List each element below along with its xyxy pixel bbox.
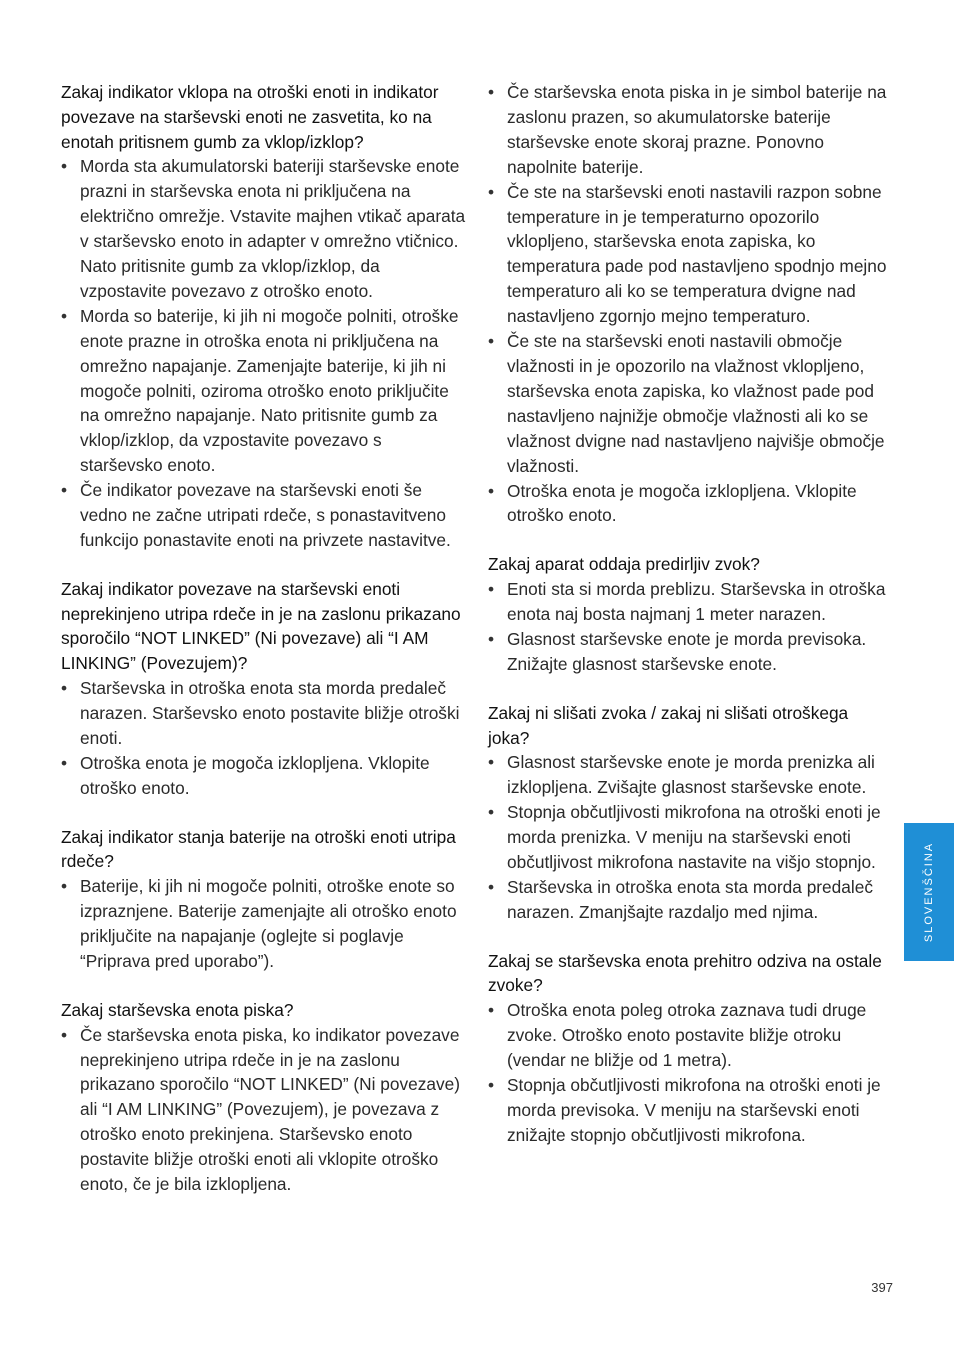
- answer-item: • Baterije, ki jih ni mogoče polniti, otroške enote so izpraznjene. Baterije zamenjajte ali otroško enoto priključite na napajanje (oglejte si poglavje “Priprava pred uporabo”).: [61, 874, 467, 974]
- answer-item: • Otroška enota je mogoča izklopljena. Vklopite otroško enoto.: [488, 479, 894, 529]
- answer-item: • Če ste na starševski enoti nastavili razpon sobne temperature in je temperaturno opozorilo vklopljeno, starševska enota zapiska, ko temperatura pade pod nastavljeno spodnjo mejno temperaturo ali ko se temperatura dvigne nad nastavljeno zgornjo mejno temperaturo.: [488, 180, 894, 329]
- answer-item: • Glasnost starševske enote je morda previsoka. Znižajte glasnost starševske enote.: [488, 627, 894, 677]
- answer-list: [488, 750, 894, 924]
- faq-section: [61, 80, 467, 553]
- language-tab-label: SLOVENŠČINA: [923, 841, 935, 943]
- faq-question: Zakaj indikator povezave na starševski enoti neprekinjeno utripa rdeče in je na zaslonu prikazano sporočilo “NOT LINKED” (Ni povezave) ali “I AM LINKING” (Povezujem)?: [61, 578, 461, 674]
- answer-item: • Starševska in otroška enota sta morda predaleč narazen. Starševsko enoto postavite bližje otroški enoti.: [61, 676, 467, 751]
- answer-list: [488, 80, 894, 528]
- answer-list: [61, 676, 467, 801]
- faq-section: [61, 998, 467, 1197]
- answer-item: • Stopnja občutljivosti mikrofona na otroški enoti je morda previsoka. V meniju na starševski enoti znižajte stopnjo občutljivosti mikrofona.: [488, 1073, 894, 1148]
- faq-question: Zakaj indikator vklopa na otroški enoti in indikator povezave na starševski enoti ne zasvetita, ko na enotah pritisnem gumb za vklop/izklop?: [61, 82, 439, 152]
- faq-section: [488, 80, 894, 528]
- answer-list: [488, 998, 894, 1147]
- faq-section: [488, 949, 894, 1148]
- answer-list: [488, 577, 894, 677]
- faq-section: [61, 577, 467, 801]
- faq-section: [488, 701, 894, 925]
- answer-item: • Stopnja občutljivosti mikrofona na otroški enoti je morda prenizka. V meniju na starševski enoti občutljivost mikrofona nastavite na višjo stopnjo.: [488, 800, 894, 875]
- faq-section: [61, 825, 467, 974]
- answer-list: [61, 1023, 467, 1197]
- answer-item: • Morda so baterije, ki jih ni mogoče polniti, otroške enote prazne in otroška enota ni priključena na omrežno napajanje. Zamenjajte baterije, ki jih ni mogoče polniti, oziroma otroško enoto priključite na omrežno napajanje. Nato pritisnite gumb za vklop/izklop, da vzpostavite povezavo s starševsko enoto.: [61, 304, 467, 478]
- right-column: [488, 80, 894, 1172]
- faq-question: Zakaj ni slišati zvoka / zakaj ni slišati otroškega joka?: [488, 702, 849, 748]
- answer-item: • Če starševska enota piska in je simbol baterije na zaslonu prazen, so akumulatorske baterije starševske enote skoraj prazne. Ponovno napolnite baterije.: [488, 80, 894, 180]
- language-tab: [904, 823, 954, 961]
- answer-item: • Če indikator povezave na starševski enoti še vedno ne začne utripati rdeče, s ponastavitveno funkcijo ponastavite enoti na privzete nastavitve.: [61, 478, 467, 553]
- faq-question: Zakaj aparat oddaja predirljiv zvok?: [488, 554, 760, 575]
- page-number: 397: [871, 1280, 893, 1295]
- answer-item: • Otroška enota je mogoča izklopljena. Vklopite otroško enoto.: [61, 751, 467, 801]
- answer-list: [61, 154, 467, 553]
- answer-list: [61, 874, 467, 974]
- answer-item: • Če ste na starševski enoti nastavili območje vlažnosti in je opozorilo na vlažnost vklopljeno, starševska enota zapiska, ko vlažnost pade pod nastavljeno najnižje območje vlažnosti ali ko se vlažnost dvigne nad nastavljeno najvišje območje vlažnosti.: [488, 329, 894, 478]
- faq-question: Zakaj starševska enota piska?: [61, 999, 294, 1020]
- answer-item: • Enoti sta si morda preblizu. Starševska in otroška enota naj bosta najmanj 1 meter narazen.: [488, 577, 894, 627]
- left-column: [61, 80, 467, 1221]
- answer-item: • Otroška enota poleg otroka zaznava tudi druge zvoke. Otroško enoto postavite bližje otroku (vendar ne bližje od 1 metra).: [488, 998, 894, 1073]
- faq-question: Zakaj se starševska enota prehitro odziva na ostale zvoke?: [488, 950, 882, 996]
- answer-item: • Če starševska enota piska, ko indikator povezave neprekinjeno utripa rdeče in je na zaslonu prikazano sporočilo “NOT LINKED” (Ni povezave) ali “I AM LINKING” (Povezujem), je povezava z otroško enoto prekinjena. Starševsko enoto postavite bližje otroški enoti ali vklopite otroško enoto, če je bila izklopljena.: [61, 1023, 467, 1197]
- faq-question: Zakaj indikator stanja baterije na otroški enoti utripa rdeče?: [61, 826, 456, 872]
- answer-item: • Glasnost starševske enote je morda prenizka ali izklopljena. Zvišajte glasnost starševske enote.: [488, 750, 894, 800]
- answer-item: • Starševska in otroška enota sta morda predaleč narazen. Zmanjšajte razdaljo med njima.: [488, 875, 894, 925]
- answer-item: • Morda sta akumulatorski bateriji starševske enote prazni in starševska enota ni priključena na električno omrežje. Vstavite majhen vtikač aparata v starševsko enoto in adapter v omrežno vtičnico. Nato pritisnite gumb za vklop/izklop, da vzpostavite povezavo z otroško enoto.: [61, 154, 467, 303]
- faq-section: [488, 552, 894, 676]
